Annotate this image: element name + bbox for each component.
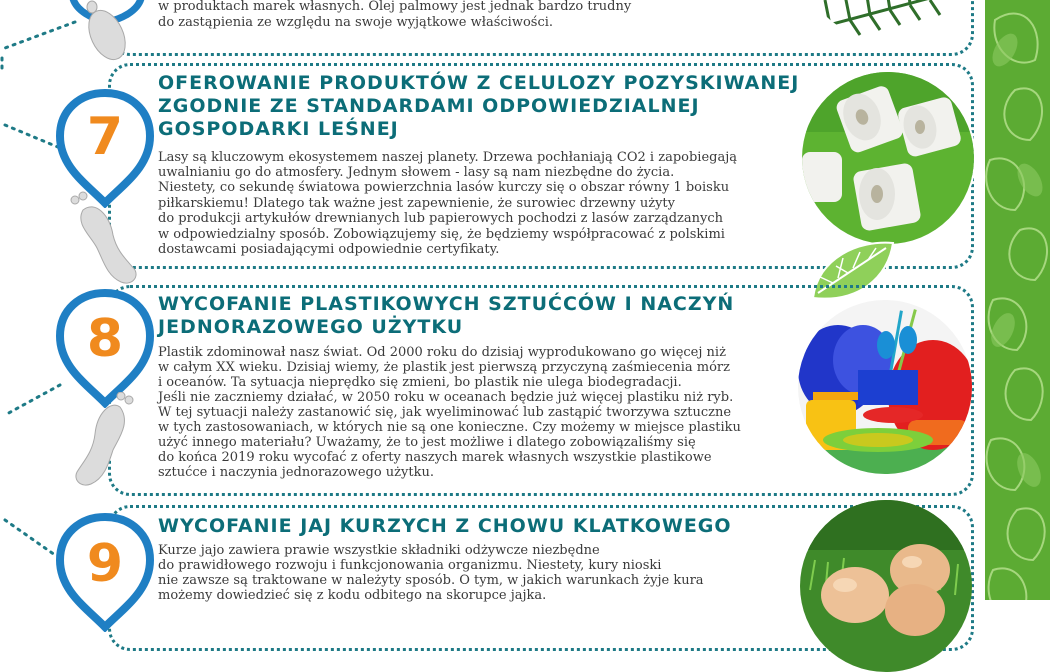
section-7-title-line-2: ZGODNIE ZE STANDARDAMI ODPOWIEDZIALNEJ [158, 95, 700, 117]
toilet-paper-image [800, 70, 976, 246]
intro-line-2: do zastąpienia ze względu na swoje wyjątkowe właściwości. [158, 15, 554, 30]
footprint-icon [65, 392, 145, 492]
section-7-title-line-1: OFEROWANIE PRODUKTÓW Z CELULOZY POZYSKIWANEJ [158, 72, 800, 94]
section-9-body-line: Kurze jajo zawiera prawie wszystkie składniki odżywcze niezbędne [158, 543, 600, 558]
section-7-body-line: Lasy są kluczowym ekosystemem naszej planety. Drzewa pochłaniają CO2 i zapobiegają [158, 150, 737, 165]
section-8-body-line: w tych zastosowaniach, w których nie są one konieczne. Czy możemy w miejsce plastiku [158, 420, 741, 435]
section-8-body-line: i oceanów. Ta sytuacja nieprędko się zmieni, bo plastik nie ulega biodegradacji. [158, 375, 682, 390]
section-8-number: 8 [86, 309, 124, 369]
section-7-body-line: do produkcji artykułów drewnianych lub papierowych pochodzi z lasów zarządzanych [158, 211, 724, 226]
section-7-body-line: dostawcami posiadającymi odpowiednie certyfikaty. [158, 242, 500, 257]
section-8-body-line: W tej sytuacji należy zastanowić się, jak wyeliminować lub zastąpić tworzywa sztuczne [158, 405, 732, 420]
section-9-title-line-1: WYCOFANIE JAJ KURZYCH Z CHOWU KLATKOWEGO [158, 515, 732, 537]
section-8-body-line: Jeśli nie zaczniemy działać, w 2050 roku w oceanach będzie już więcej plastiku niż ryb. [158, 390, 734, 405]
section-7-title-line-3: GOSPODARKI LEŚNEJ [158, 118, 399, 140]
section-9-body-line: nie zawsze są traktowane w należyty sposób. O tym, w jakich warunkach żyje kura [158, 573, 704, 588]
section-8-title-line-1: WYCOFANIE PLASTIKOWYCH SZTUĆCÓW I NACZYŃ [158, 293, 735, 315]
leaf-pattern-strip [985, 0, 1050, 600]
section-8-title-line-2: JEDNORAZOWEGO UŻYTKU [158, 316, 464, 338]
section-8-body-line: w całym XX wieku. Dzisiaj wiemy, że plastik jest pierwszą przyczyną zaśmiecenia mórz [158, 360, 730, 375]
section-9-body-line: do prawidłowego rozwoju i funkcjonowania organizmu. Niestety, kury nioski [158, 558, 662, 573]
plastic-tableware-image [798, 300, 972, 474]
footprint-icon [65, 190, 145, 290]
section-7-body-line: w odpowiedzialny sposób. Zobowiązujemy się, że będziemy współpracować z polskimi [158, 227, 725, 242]
section-7-body-line: Niestety, co sekundę światowa powierzchnia lasów kurczy się o obszar równy 1 boisku [158, 180, 730, 195]
intro-line-1: w produktach marek własnych. Olej palmowy jest jednak bardzo trudny [158, 0, 632, 14]
section-8-body-line: do końca 2019 roku wycofać z oferty naszych marek własnych wszystkie plastikowe [158, 450, 712, 465]
section-8-body-line: Plastik zdominował nasz świat. Od 2000 roku do dzisiaj wyprodukowano go więcej niż [158, 345, 726, 360]
section-8-body-line: użyć innego materiału? Uważamy, że to jest możliwe i dlatego zobowiązaliśmy się [158, 435, 696, 450]
section-7-body-line: uwalnianiu go do atmosfery. Jednym słowem - lasy są nam niezbędne do życia. [158, 165, 675, 180]
section-7-number: 7 [86, 107, 124, 167]
section-8-body-line: sztućce i naczynia jednorazowego użytku. [158, 465, 434, 480]
eggs-in-grass-image [800, 500, 972, 672]
section-7-body-line: piłkarskiemu! Dlatego tak ważne jest zapewnienie, że surowiec drzewny użyty [158, 196, 675, 211]
section-9-body-line: możemy dowiedzieć się z kodu odbitego na skorupce jajka. [158, 588, 547, 603]
section-9-number: 9 [86, 534, 124, 594]
